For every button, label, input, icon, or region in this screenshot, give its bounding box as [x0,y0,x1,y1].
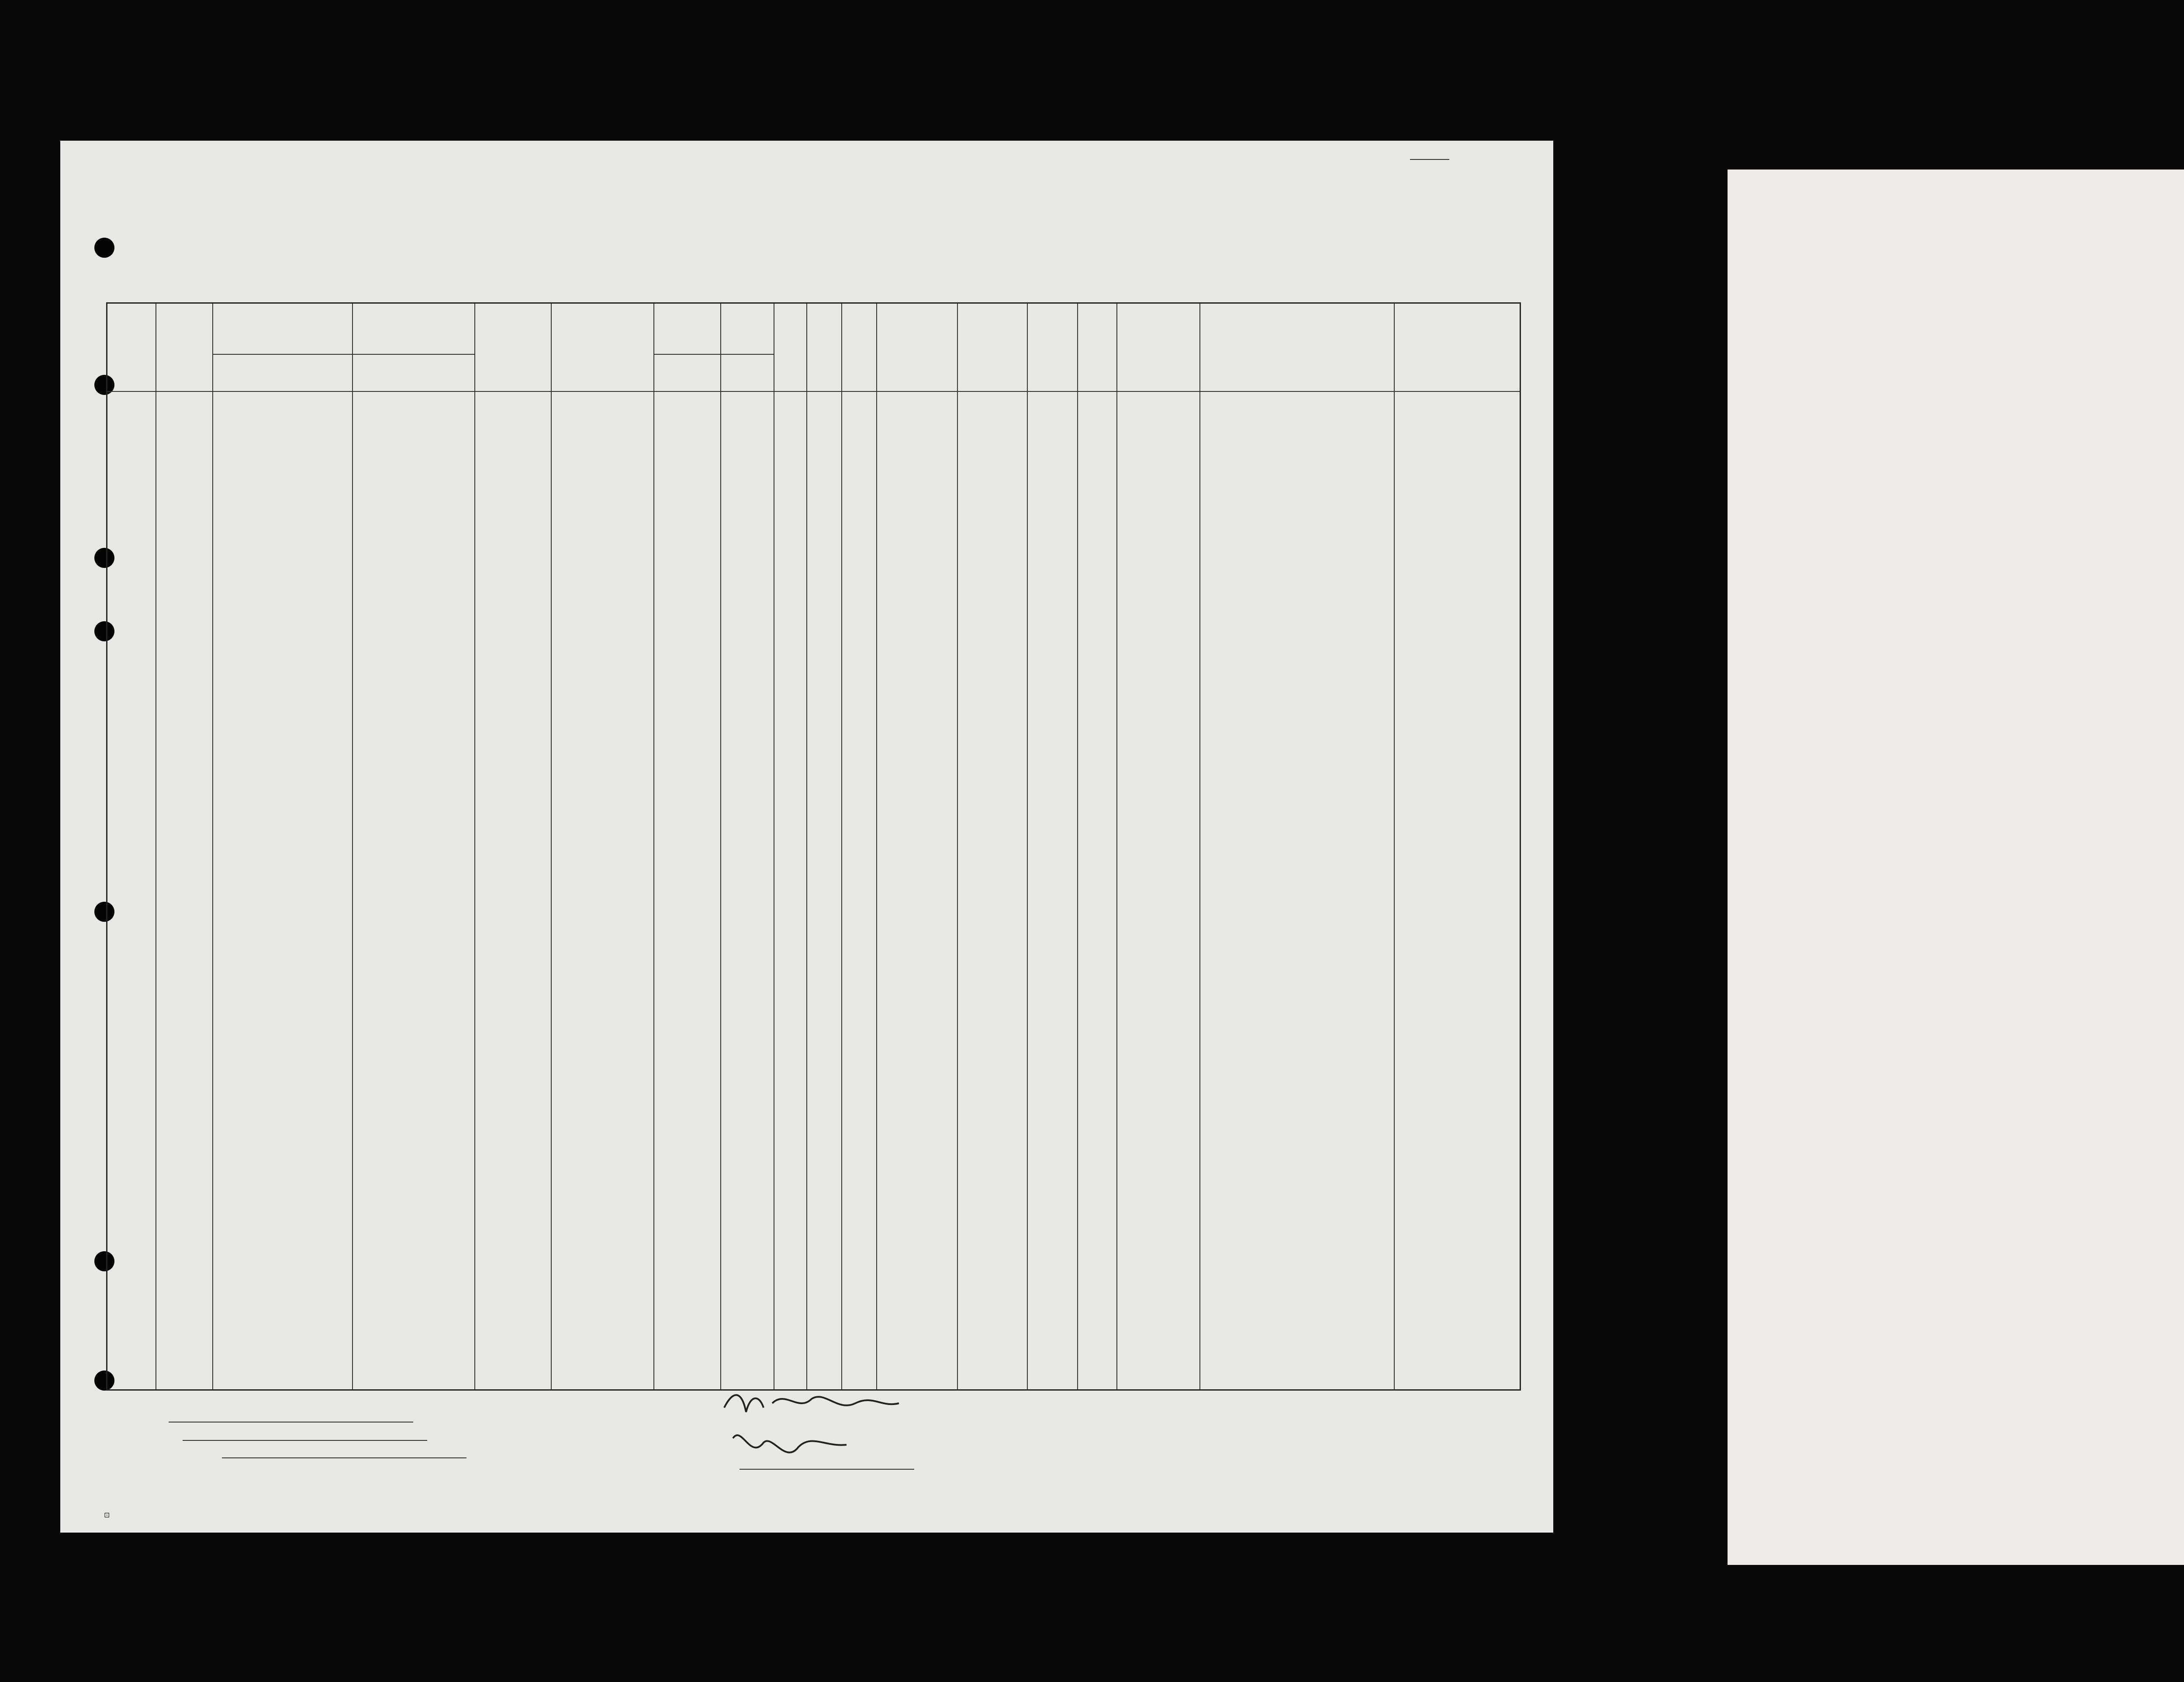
column-divider [551,304,552,1389]
column-divider [1027,304,1028,1389]
column-label [1394,309,1520,312]
column-label [1077,309,1116,312]
column-header [1116,304,1199,391]
column-label [1116,309,1199,312]
column-divider [876,304,877,1389]
column-divider [1116,304,1117,1389]
subheader-divider [212,354,474,355]
column-header [551,304,653,391]
inspector-signature-line [740,1469,914,1470]
column-divider [474,304,475,1389]
punch-hole [94,238,114,258]
column-number [1199,304,1394,309]
column-label [1199,309,1394,312]
column-header [156,304,212,391]
column-number [551,304,653,309]
column-divider [212,304,213,1389]
column-header [1199,304,1394,391]
column-label [806,309,841,312]
column-header [774,304,806,391]
column-label [876,309,957,312]
column-label [957,309,1027,312]
column-header [212,304,474,391]
column-number [1027,304,1077,309]
sheet-number [1410,159,1449,160]
column-number [1116,304,1199,309]
column-number [653,304,774,309]
purser-signature [715,1381,978,1478]
owners-value [183,1440,427,1441]
column-header [474,304,551,391]
column-label [841,309,876,312]
column-number [1077,304,1116,309]
column-divider [806,304,807,1389]
subheader-divider [653,354,774,355]
column-header [107,304,156,391]
column-label [774,309,806,312]
column-label [212,309,474,312]
column-number [806,304,841,309]
column-number [212,304,474,309]
column-label [653,309,774,312]
column-divider [352,304,353,1389]
column-number [876,304,957,309]
column-header [1027,304,1077,391]
column-header [876,304,957,391]
column-header [1077,304,1116,391]
crew-table [106,302,1521,1391]
column-divider [720,304,721,1389]
column-number [841,304,876,309]
header-divider [107,391,1520,392]
column-divider [653,304,654,1389]
column-divider [841,304,842,1389]
column-number [474,304,551,309]
column-header [653,304,774,391]
column-label [551,309,653,312]
column-header [1394,304,1520,391]
column-number [774,304,806,309]
local-agents-value [222,1457,467,1458]
column-label [156,309,212,312]
column-divider [1077,304,1078,1389]
small-mark: ⊡ [104,1511,110,1519]
column-number [957,304,1027,309]
column-number [1394,304,1520,309]
column-label [107,309,156,312]
column-divider [1394,304,1395,1389]
column-header [806,304,841,391]
extract-1924-text [1797,1288,2184,1550]
crew-manifest-page [60,141,1553,1533]
column-number [107,304,156,309]
extract-1917-text [1797,1005,2184,1188]
affidavit-page [1728,170,2184,1565]
column-divider [1199,304,1200,1389]
column-header [957,304,1027,391]
column-label [1027,309,1077,312]
column-divider [957,304,958,1389]
column-header [841,304,876,391]
column-label [474,309,551,312]
column-number [156,304,212,309]
